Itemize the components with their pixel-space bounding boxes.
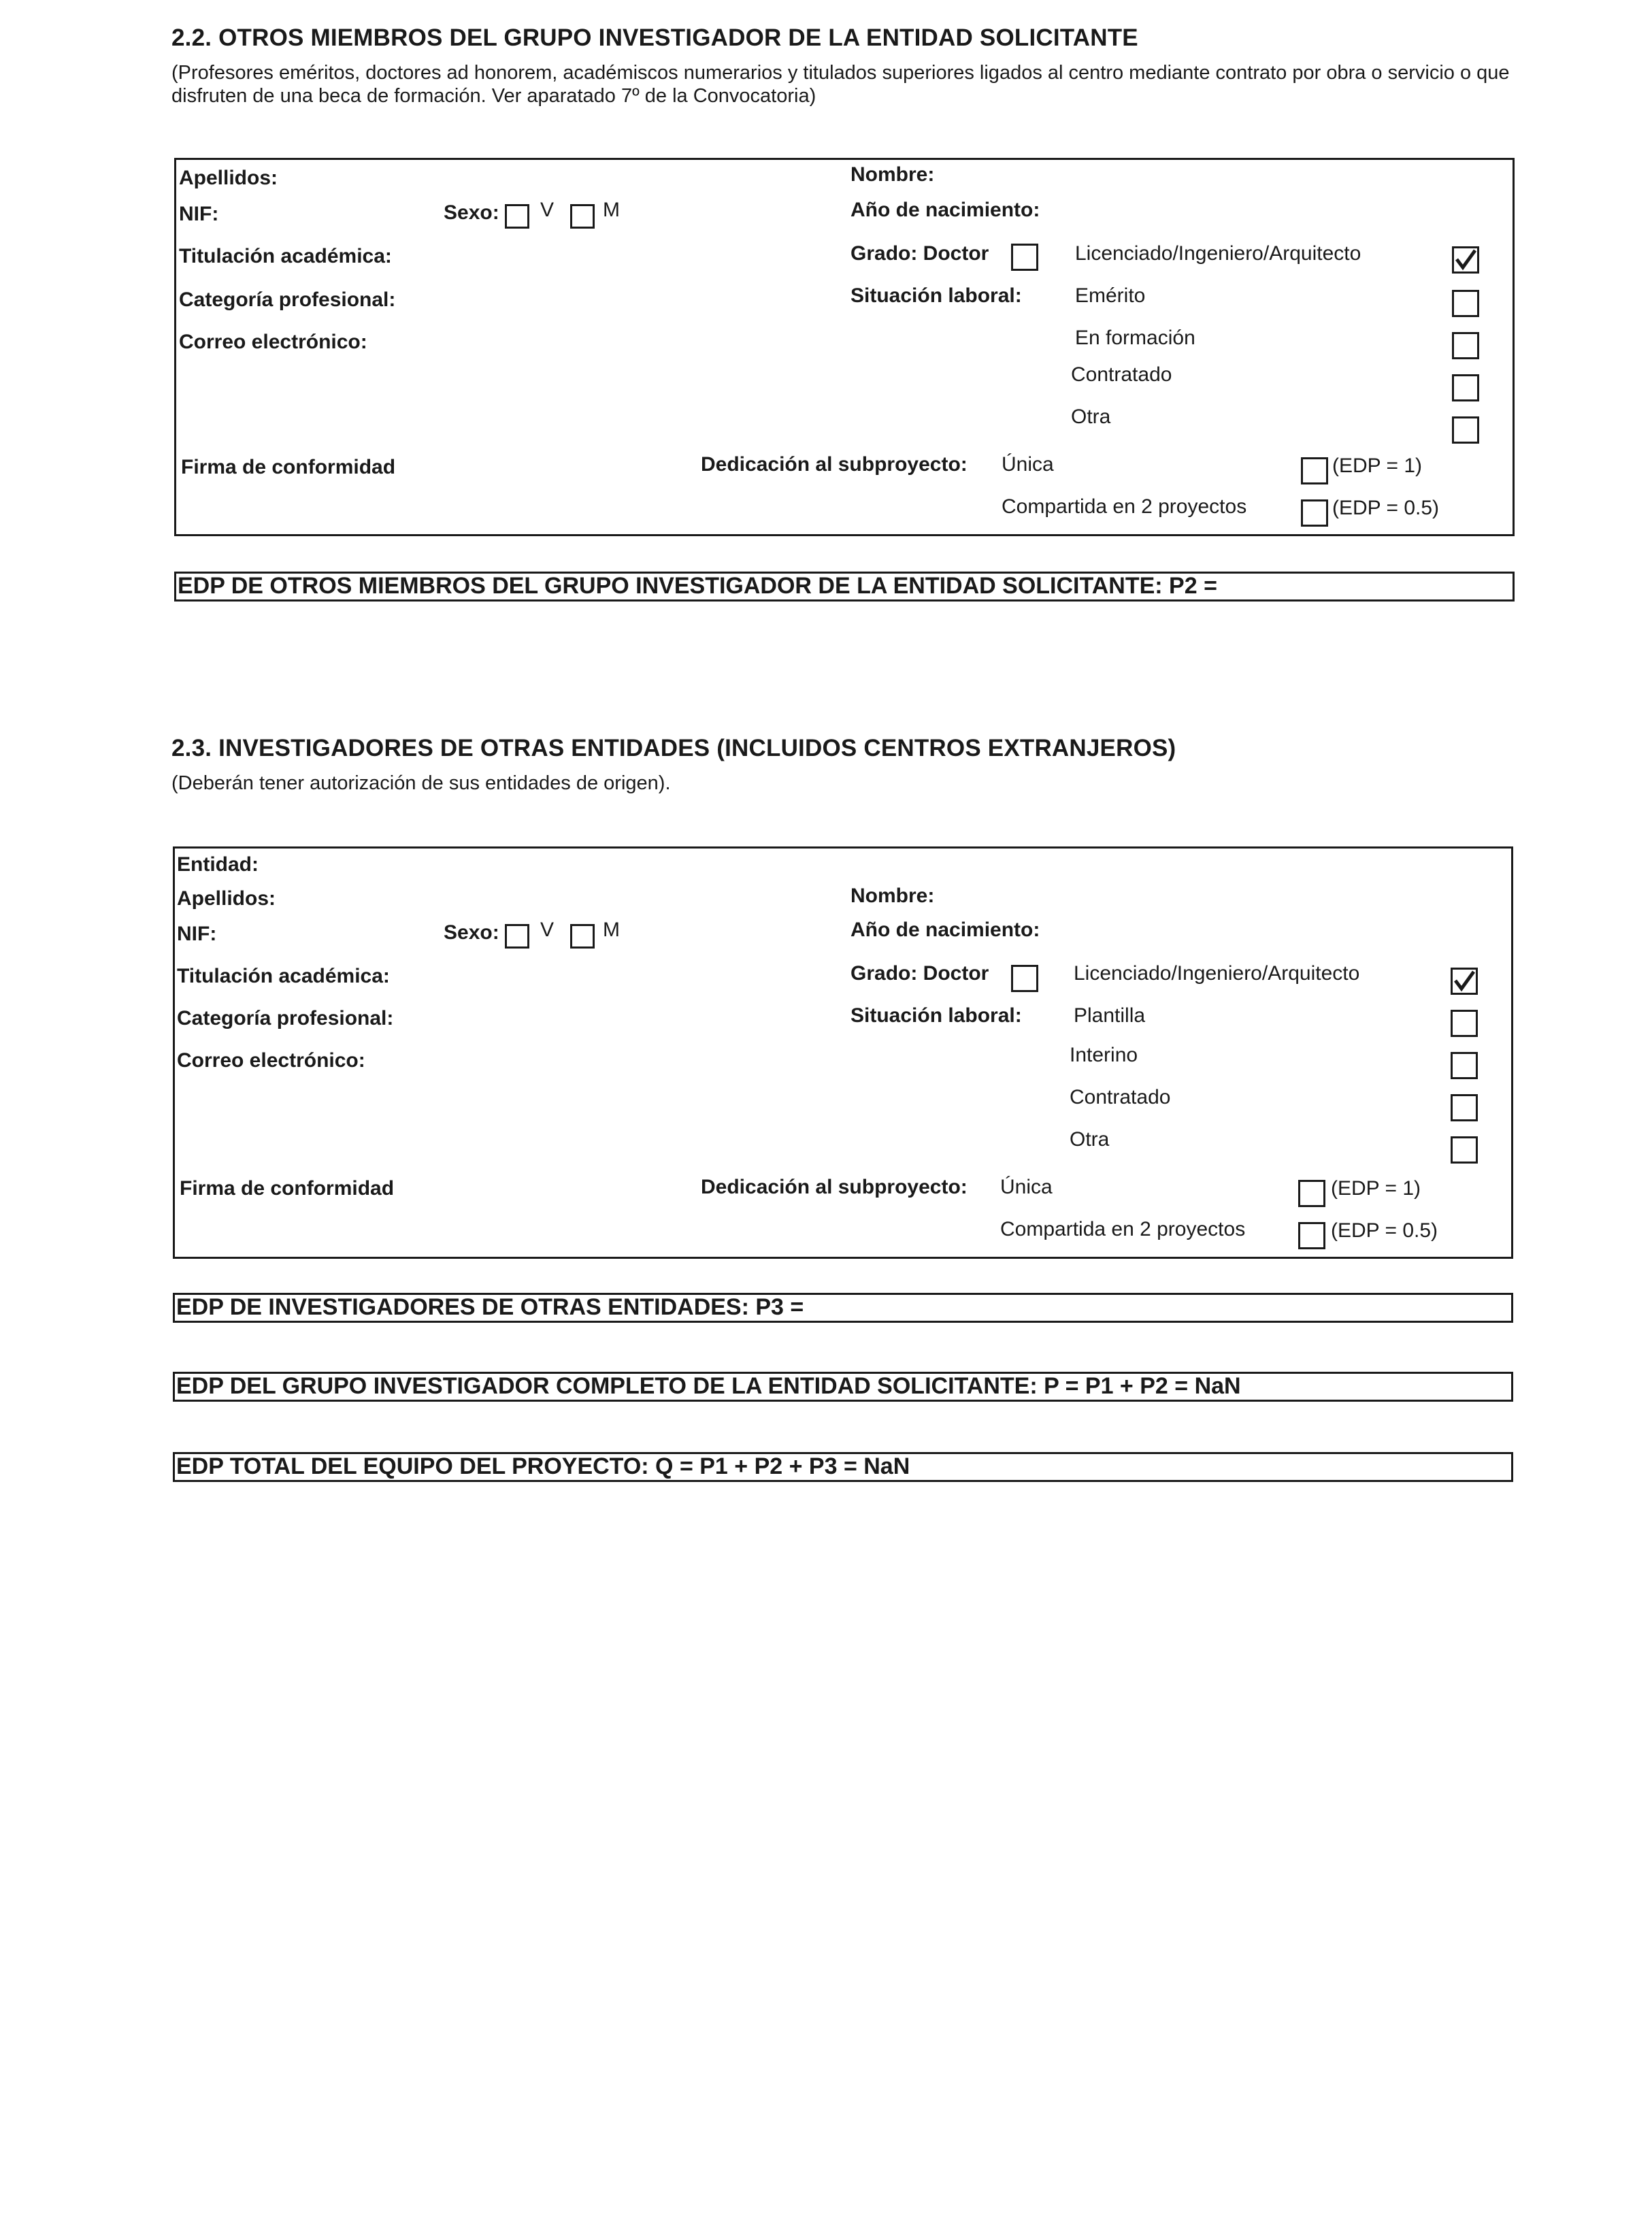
- apellidos-label: Apellidos:: [177, 887, 276, 910]
- situacion-option-label: Plantilla: [1074, 1004, 1146, 1027]
- nif-label: NIF:: [179, 203, 219, 225]
- situacion-checkbox[interactable]: [1451, 1094, 1478, 1121]
- licenciado-checkbox[interactable]: [1452, 246, 1479, 274]
- dedicacion-label: Dedicación al subproyecto:: [701, 453, 968, 476]
- sexo-v-checkbox[interactable]: [505, 204, 529, 229]
- situacion-checkbox[interactable]: [1452, 416, 1479, 444]
- section-2-2-title: 2.2. OTROS MIEMBROS DEL GRUPO INVESTIGADOR DE LA ENTIDAD SOLICITANTE: [171, 24, 1138, 51]
- sexo-m-checkbox[interactable]: [570, 924, 595, 949]
- section-2-3-note: (Deberán tener autorización de sus entidades de origen).: [171, 772, 671, 794]
- licenciado-label: Licenciado/Ingeniero/Arquitecto: [1074, 962, 1360, 985]
- titulacion-label: Titulación académica:: [179, 245, 392, 267]
- grado-label: Grado: Doctor: [850, 962, 989, 985]
- doctor-checkbox[interactable]: [1011, 965, 1038, 992]
- unica-checkbox[interactable]: [1298, 1180, 1325, 1207]
- situacion-option-label: Otra: [1070, 1128, 1110, 1151]
- situacion-checkbox[interactable]: [1452, 290, 1479, 317]
- titulacion-label: Titulación académica:: [177, 965, 390, 987]
- situacion-label: Situación laboral:: [850, 284, 1022, 307]
- grado-label: Grado: Doctor: [850, 242, 989, 265]
- apellidos-label: Apellidos:: [179, 167, 278, 189]
- compartida-label: Compartida en 2 proyectos: [1002, 495, 1247, 518]
- nombre-label: Nombre:: [850, 163, 935, 186]
- licenciado-checkbox[interactable]: [1451, 968, 1478, 995]
- situacion-option-label: Interino: [1070, 1044, 1138, 1066]
- sexo-v-label: V: [540, 919, 555, 941]
- doctor-checkbox[interactable]: [1011, 244, 1038, 271]
- compartida-checkbox[interactable]: [1298, 1222, 1325, 1249]
- sexo-v-checkbox[interactable]: [505, 924, 529, 949]
- situacion-checkbox[interactable]: [1451, 1010, 1478, 1037]
- unica-label: Única: [1002, 453, 1054, 476]
- edp-p2-bar: EDP DE OTROS MIEMBROS DEL GRUPO INVESTIGADOR DE LA ENTIDAD SOLICITANTE: P2 =: [174, 572, 1515, 602]
- situacion-option-label: Otra: [1071, 406, 1111, 428]
- entidad-label: Entidad:: [177, 853, 259, 876]
- licenciado-label: Licenciado/Ingeniero/Arquitecto: [1075, 242, 1361, 265]
- unica-checkbox[interactable]: [1301, 457, 1328, 484]
- compartida-edp-label: (EDP = 0.5): [1332, 497, 1440, 519]
- categoria-label: Categoría profesional:: [179, 289, 396, 311]
- sexo-m-checkbox[interactable]: [570, 204, 595, 229]
- section-2-3-title: 2.3. INVESTIGADORES DE OTRAS ENTIDADES (INCLUIDOS CENTROS EXTRANJEROS): [171, 735, 1176, 761]
- categoria-label: Categoría profesional:: [177, 1007, 394, 1030]
- situacion-label: Situación laboral:: [850, 1004, 1022, 1027]
- sexo-m-label: M: [603, 199, 620, 221]
- situacion-option-label: Contratado: [1071, 363, 1172, 386]
- unica-edp-label: (EDP = 1): [1332, 455, 1422, 477]
- correo-label: Correo electrónico:: [179, 331, 367, 353]
- sexo-label: Sexo:: [444, 921, 499, 944]
- edp-q-total-bar: EDP TOTAL DEL EQUIPO DEL PROYECTO: Q = P1 + P2 + P3 = NaN: [173, 1452, 1513, 1482]
- check-icon: [1453, 970, 1476, 993]
- situacion-option-label: En formación: [1075, 327, 1195, 349]
- section-2-2-note: (Profesores eméritos, doctores ad honorem, académiscos numerarios y titulados superiores ligados al centro mediante contrato por obra o servicio o que disfruten de una beca de formación. Ver aparatado 7º de la Convocatoria): [171, 62, 1510, 107]
- check-icon: [1454, 248, 1477, 271]
- edp-p3-bar: EDP DE INVESTIGADORES DE OTRAS ENTIDADES: P3 =: [173, 1293, 1513, 1323]
- dedicacion-label: Dedicación al subproyecto:: [701, 1176, 968, 1198]
- compartida-checkbox[interactable]: [1301, 499, 1328, 527]
- compartida-edp-label: (EDP = 0.5): [1331, 1219, 1438, 1242]
- nif-label: NIF:: [177, 923, 217, 945]
- unica-label: Única: [1000, 1176, 1053, 1198]
- anio-nacimiento-label: Año de nacimiento:: [850, 919, 1040, 941]
- situacion-checkbox[interactable]: [1452, 332, 1479, 359]
- unica-edp-label: (EDP = 1): [1331, 1177, 1421, 1200]
- situacion-checkbox[interactable]: [1451, 1136, 1478, 1164]
- situacion-checkbox[interactable]: [1451, 1052, 1478, 1079]
- compartida-label: Compartida en 2 proyectos: [1000, 1218, 1246, 1240]
- anio-nacimiento-label: Año de nacimiento:: [850, 199, 1040, 221]
- nombre-label: Nombre:: [850, 885, 935, 907]
- sexo-m-label: M: [603, 919, 620, 941]
- sexo-label: Sexo:: [444, 201, 499, 224]
- firma-label: Firma de conformidad: [180, 1177, 395, 1200]
- situacion-option-label: Emérito: [1075, 284, 1146, 307]
- edp-p-total-bar: EDP DEL GRUPO INVESTIGADOR COMPLETO DE LA ENTIDAD SOLICITANTE: P = P1 + P2 = NaN: [173, 1372, 1513, 1402]
- sexo-v-label: V: [540, 199, 555, 221]
- firma-label: Firma de conformidad: [181, 456, 396, 478]
- situacion-option-label: Contratado: [1070, 1086, 1171, 1108]
- situacion-checkbox[interactable]: [1452, 374, 1479, 401]
- correo-label: Correo electrónico:: [177, 1049, 365, 1072]
